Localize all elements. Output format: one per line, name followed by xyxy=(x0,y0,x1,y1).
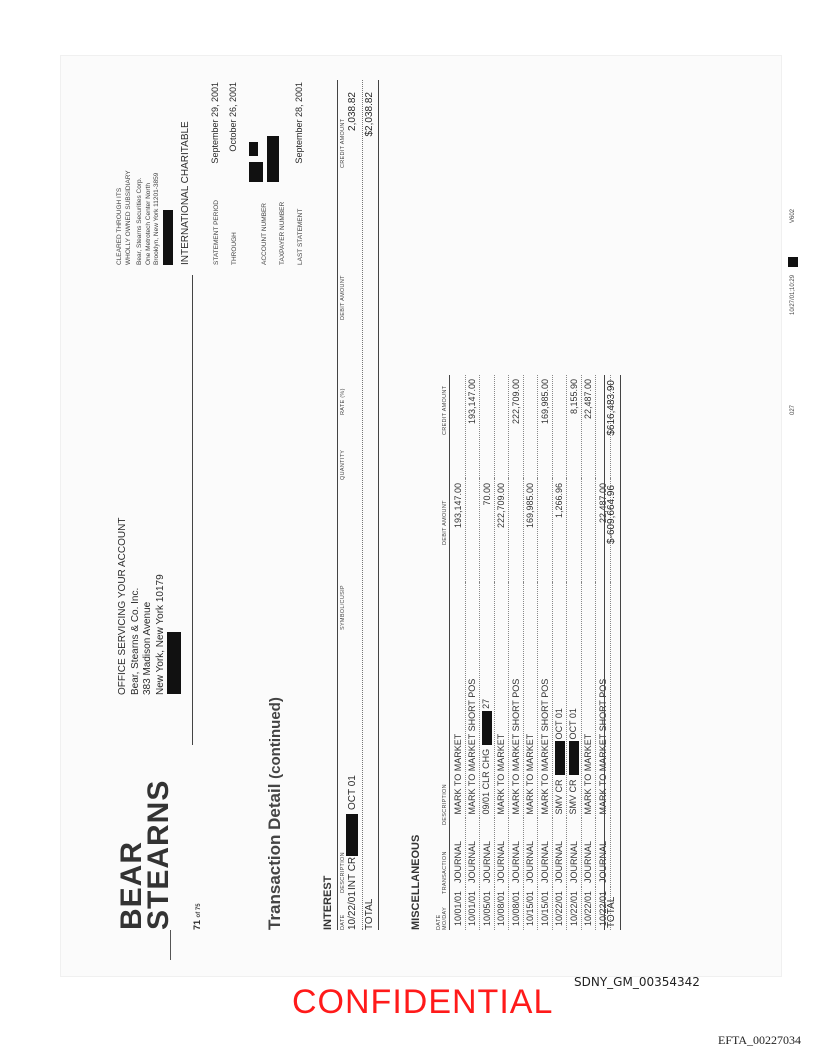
interest-total-credit: $2,038.82 xyxy=(364,92,375,137)
cell-date xyxy=(567,887,582,930)
cell-debit xyxy=(523,479,538,583)
cell-text: MARK TO MARKET xyxy=(583,733,594,815)
misc-bottom-rule xyxy=(620,375,621,930)
redaction-box xyxy=(788,257,798,267)
cell-desc xyxy=(538,583,553,819)
cell-text: 10/05/01 xyxy=(481,890,492,926)
cell-text-tail: 27 xyxy=(481,698,492,709)
cell-txn xyxy=(552,818,567,887)
cell-desc xyxy=(581,583,596,819)
cell-desc xyxy=(523,583,538,819)
page-number-value: 71 xyxy=(192,919,202,930)
cell-text: MARK TO MARKET SHORT POS xyxy=(467,678,478,815)
cell-debit xyxy=(581,479,596,583)
page-number xyxy=(192,903,202,930)
taxpayer-number-label: TAXPAYER NUMBER xyxy=(279,201,286,265)
col-debit: DEBIT AMOUNT xyxy=(442,500,448,545)
cell-text: JOURNAL xyxy=(568,840,579,883)
cell-date xyxy=(552,887,567,930)
cell-text: 222,709.00 xyxy=(510,379,521,425)
cell-text: 10/15/01 xyxy=(525,890,536,926)
cell-text: 10/22/01 xyxy=(568,890,579,926)
row-rule xyxy=(362,80,363,930)
redaction-box xyxy=(555,741,565,775)
clearing-block xyxy=(116,170,162,265)
cell-text: MARK TO MARKET SHORT POS xyxy=(510,678,521,815)
bates-number: SDNY_GM_00354342 xyxy=(574,975,700,989)
table-row xyxy=(552,375,567,930)
col-symbol: SYMBOL/CUSIP xyxy=(340,585,346,630)
title-text: Transaction Detail xyxy=(265,783,284,930)
cell-text: JOURNAL xyxy=(496,840,507,883)
cell-text-tail: OCT 01 xyxy=(568,708,579,740)
interest-row-desc2: OCT 01 xyxy=(347,775,358,810)
cell-text: 10/22/01 xyxy=(597,890,608,926)
cell-date xyxy=(480,887,495,930)
cell-text: 169,985.00 xyxy=(539,379,550,425)
cell-text: MARK TO MARKET xyxy=(525,733,536,815)
table-row xyxy=(465,375,480,930)
efta-number: EFTA_00227034 xyxy=(718,1033,802,1047)
cell-txn xyxy=(509,818,524,887)
office-line: 383 Madison Avenue xyxy=(142,601,153,695)
cell-debit xyxy=(567,479,582,583)
cell-credit xyxy=(494,375,509,479)
cell-desc xyxy=(552,583,567,819)
through-label: THROUGH xyxy=(231,232,238,265)
last-statement-value: September 28, 2001 xyxy=(294,82,304,164)
page-title xyxy=(265,697,285,930)
interest-bottom-rule xyxy=(378,80,379,930)
table-row xyxy=(523,375,538,930)
table-row xyxy=(567,375,582,930)
cell-txn xyxy=(581,818,596,887)
col-credit: CREDIT AMOUNT xyxy=(442,385,448,435)
clearing-line: CLEARED THROUGH ITS xyxy=(116,187,123,265)
office-line: OFFICE SERVICING YOUR ACCOUNT xyxy=(117,517,128,695)
cell-text: 1,266.96 xyxy=(554,482,565,518)
interest-row-desc: INT CR xyxy=(347,856,358,890)
cell-text: 222,709.00 xyxy=(496,482,507,528)
bear-stearns-logo xyxy=(115,779,175,930)
cell-debit xyxy=(552,479,567,583)
redaction-box xyxy=(569,741,579,775)
cell-txn xyxy=(465,818,480,887)
cell-date xyxy=(538,887,553,930)
table-row xyxy=(581,375,596,930)
cell-text: JOURNAL xyxy=(510,840,521,883)
clearing-line: WHOLLY OWNED SUBSIDIARY xyxy=(124,170,132,265)
col-quantity: QUANTITY xyxy=(340,449,346,480)
cell-desc xyxy=(509,583,524,819)
cell-text: 09/01 CLR CHG xyxy=(481,748,492,815)
cell-text: 8,155.90 xyxy=(568,379,579,415)
cell-text: MARK TO MARKET xyxy=(452,733,463,815)
cell-desc xyxy=(465,583,480,819)
misc-total-debit: $-609,664.96 xyxy=(606,485,617,544)
cell-debit xyxy=(480,479,495,583)
interest-rule xyxy=(337,80,338,930)
table-row xyxy=(451,375,465,930)
cell-text: 70.00 xyxy=(481,482,492,506)
cell-credit xyxy=(451,375,465,479)
clearing-line: One Metrotech Center North xyxy=(144,182,152,265)
cell-credit xyxy=(465,375,480,479)
title-continued: (continued) xyxy=(267,697,284,779)
cell-text: JOURNAL xyxy=(583,840,594,883)
cell-txn xyxy=(596,818,611,887)
cell-date xyxy=(465,887,480,930)
footer-code: 027 xyxy=(790,404,796,415)
cell-text: 10/08/01 xyxy=(496,890,507,926)
logo-line1: BEAR xyxy=(115,840,148,930)
cell-txn xyxy=(567,818,582,887)
table-row xyxy=(538,375,553,930)
statement-sheet xyxy=(100,60,796,960)
cell-desc xyxy=(451,583,465,819)
statement-period-label: STATEMENT PERIOD xyxy=(213,199,220,265)
interest-row-credit: 2,038.82 xyxy=(347,92,358,131)
through-value: October 26, 2001 xyxy=(228,82,238,152)
cell-txn xyxy=(523,818,538,887)
page-of: of 75 xyxy=(196,903,202,918)
account-number-label: ACCOUNT NUMBER xyxy=(261,203,268,265)
cell-credit xyxy=(552,375,567,479)
cell-text: SMV CR xyxy=(568,779,579,815)
interest-heading: INTEREST xyxy=(322,875,334,930)
cell-text: MARK TO MARKET xyxy=(496,733,507,815)
header-rule xyxy=(170,930,171,960)
cell-text: MARK TO MARKET SHORT POS xyxy=(539,678,550,815)
header-divider xyxy=(192,275,193,745)
cell-txn xyxy=(451,818,465,887)
cell-text: JOURNAL xyxy=(481,840,492,883)
cell-text: SMV CR xyxy=(553,779,564,815)
cell-text: 169,985.00 xyxy=(525,482,536,528)
misc-total-label: TOTAL xyxy=(606,896,617,928)
cell-text: MARK TO MARKET SHORT POS xyxy=(597,678,608,815)
cell-date xyxy=(509,887,524,930)
cell-text: JOURNAL xyxy=(539,840,550,883)
statement-values xyxy=(206,82,308,200)
cell-credit xyxy=(538,375,553,479)
cell-debit xyxy=(451,479,465,583)
table-row xyxy=(480,375,495,930)
col-description: DESCRIPTION xyxy=(340,852,346,893)
col-moday: MO/DAY xyxy=(442,906,448,930)
redaction-box xyxy=(167,632,181,694)
confidential-stamp: CONFIDENTIAL xyxy=(292,983,554,1021)
account-name: INTERNATIONAL CHARITABLE xyxy=(180,121,191,265)
logo-line2: STEARNS xyxy=(142,779,175,930)
cell-text: 10/22/01 xyxy=(583,890,594,926)
redaction-box xyxy=(249,142,258,156)
cell-date xyxy=(523,887,538,930)
cell-debit xyxy=(538,479,553,583)
cell-debit xyxy=(465,479,480,583)
cell-credit xyxy=(480,375,495,479)
redaction-box xyxy=(482,711,492,745)
cell-txn xyxy=(480,818,495,887)
misc-heading: MISCELLANEOUS xyxy=(410,834,422,930)
footer-timestamp: 10/27/01;10:29 xyxy=(790,274,796,315)
col-credit: CREDIT AMOUNT xyxy=(340,118,346,168)
cell-text: 10/22/01 xyxy=(554,890,565,926)
misc-total-credit: $616,483.90 xyxy=(606,380,617,436)
cell-text-tail: OCT 01 xyxy=(553,708,564,740)
cell-text: 10/08/01 xyxy=(510,890,521,926)
misc-rule xyxy=(449,375,450,930)
office-line: Bear, Stearns & Co. Inc. xyxy=(129,587,141,695)
redaction-box xyxy=(249,162,263,182)
cell-text: 193,147.00 xyxy=(467,379,478,425)
col-rate: RATE (%) xyxy=(340,388,346,415)
cell-text: JOURNAL xyxy=(452,840,463,883)
cell-text: 22,487.00 xyxy=(597,482,608,523)
cell-desc xyxy=(494,583,509,819)
misc-transactions xyxy=(451,375,611,930)
col-debit: DEBIT AMOUNT xyxy=(340,275,346,320)
statement-labels xyxy=(208,200,310,265)
footer-code: V602 xyxy=(790,208,796,223)
cell-text: 193,147.00 xyxy=(452,482,463,528)
cell-text: JOURNAL xyxy=(554,840,565,883)
misc-total-rule xyxy=(604,375,605,930)
clearing-line: Brooklyn, New York 11201-3859 xyxy=(153,172,160,265)
cell-desc xyxy=(567,583,582,819)
cell-text: JOURNAL xyxy=(597,840,608,883)
cell-desc xyxy=(480,583,495,819)
cell-desc xyxy=(596,583,611,819)
cell-text: JOURNAL xyxy=(467,840,478,883)
cell-debit xyxy=(509,479,524,583)
col-date: DATE xyxy=(436,914,442,930)
cell-debit xyxy=(494,479,509,583)
cell-credit xyxy=(523,375,538,479)
cell-date xyxy=(494,887,509,930)
office-block xyxy=(117,518,167,695)
last-statement-label: LAST STATEMENT xyxy=(297,208,304,265)
cell-text: 10/01/01 xyxy=(452,890,463,926)
cell-text: 10/15/01 xyxy=(539,890,550,926)
col-transaction: TRANSACTION xyxy=(442,851,448,894)
cell-txn xyxy=(538,818,553,887)
misc-table xyxy=(451,375,611,930)
interest-total-label: TOTAL xyxy=(364,898,375,930)
cell-date xyxy=(451,887,465,930)
cell-credit xyxy=(581,375,596,479)
cell-text: 22,487.00 xyxy=(583,379,594,420)
cell-credit xyxy=(509,375,524,479)
cell-credit xyxy=(567,375,582,479)
redaction-box xyxy=(163,210,173,265)
interest-row-date: 10/22/01 xyxy=(347,891,358,930)
cell-text: 10/01/01 xyxy=(467,890,478,926)
col-description: DESCRIPTION xyxy=(442,784,448,825)
cell-text: JOURNAL xyxy=(525,840,536,883)
redaction-box xyxy=(346,814,358,856)
table-row xyxy=(509,375,524,930)
statement-period-value: September 29, 2001 xyxy=(210,82,220,164)
cell-date xyxy=(581,887,596,930)
office-line: New York, New York 10179 xyxy=(154,574,166,695)
redaction-box xyxy=(267,136,279,182)
table-row xyxy=(494,375,509,930)
clearing-line: Bear, Stearns Securities Corp. xyxy=(136,177,143,265)
col-date: DATE xyxy=(340,914,346,930)
cell-txn xyxy=(494,818,509,887)
